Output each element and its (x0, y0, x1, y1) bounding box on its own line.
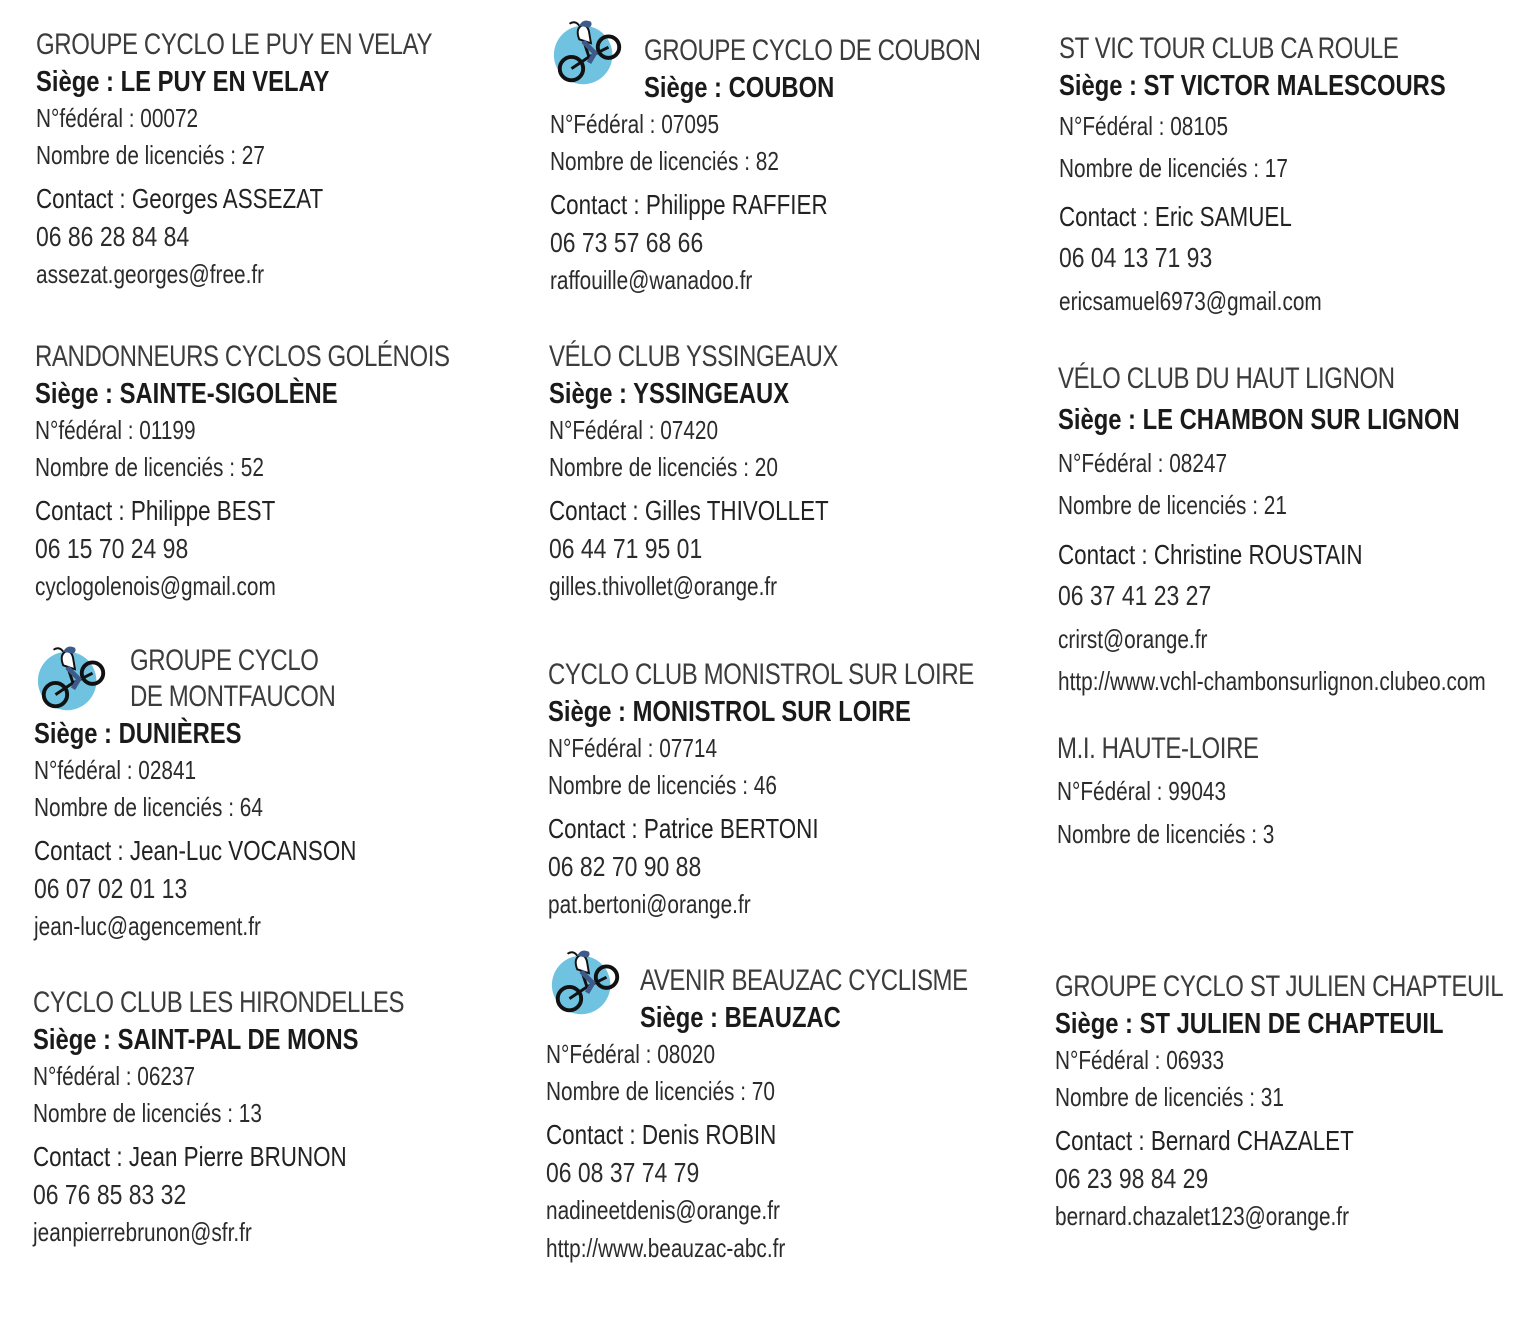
club-federal: N°Fédéral : 07420 (549, 415, 719, 445)
club-contact: Contact : Philippe RAFFIER (550, 189, 828, 220)
club-federal: N°fédéral : 06237 (33, 1061, 196, 1091)
club-card (550, 32, 1020, 299)
club-name: VÉLO CLUB YSSINGEAUX (549, 340, 838, 373)
club-federal: N°fédéral : 02841 (34, 755, 197, 785)
club-email[interactable]: assezat.georges@free.fr (36, 259, 265, 289)
club-federal: N°Fédéral : 08020 (546, 1039, 716, 1069)
club-federal: N°Fédéral : 06933 (1055, 1045, 1225, 1075)
club-federal: N°fédéral : 00072 (36, 103, 199, 133)
club-card (549, 338, 1019, 605)
club-contact: Contact : Christine ROUSTAIN (1058, 539, 1363, 570)
club-siege: Siège : LE CHAMBON SUR LIGNON (1058, 404, 1460, 436)
club-email[interactable]: raffouille@wanadoo.fr (550, 265, 753, 295)
club-contact: Contact : Gilles THIVOLLET (549, 495, 829, 526)
club-email[interactable]: nadineetdenis@orange.fr (546, 1195, 780, 1225)
club-licencies: Nombre de licenciés : 82 (550, 146, 779, 176)
club-name: GROUPE CYCLO LE PUY EN VELAY (36, 28, 433, 61)
club-card (546, 962, 1016, 1267)
club-siege: Siège : COUBON (644, 72, 835, 104)
club-siege: Siège : DUNIÈRES (34, 718, 242, 750)
club-email[interactable]: gilles.thivollet@orange.fr (549, 571, 778, 601)
club-website[interactable]: http://www.beauzac-abc.fr (546, 1233, 786, 1263)
club-phone: 06 73 57 68 66 (550, 227, 704, 258)
club-card (548, 656, 1018, 923)
club-federal: N°fédéral : 01199 (35, 415, 196, 445)
club-licencies: Nombre de licenciés : 20 (549, 452, 778, 482)
club-licencies: Nombre de licenciés : 21 (1058, 490, 1287, 520)
club-licencies: Nombre de licenciés : 31 (1055, 1082, 1284, 1112)
club-card (1055, 968, 1525, 1235)
club-name: GROUPE CYCLO DE COUBON (644, 34, 981, 67)
club-federal: N°Fédéral : 99043 (1057, 776, 1227, 806)
club-siege: Siège : SAINTE-SIGOLÈNE (35, 378, 338, 410)
club-licencies: Nombre de licenciés : 27 (36, 140, 265, 170)
club-contact: Contact : Philippe BEST (35, 495, 276, 526)
club-contact: Contact : Patrice BERTONI (548, 813, 819, 844)
club-phone: 06 23 98 84 29 (1055, 1163, 1209, 1194)
club-phone: 06 82 70 90 88 (548, 851, 702, 882)
club-website[interactable]: http://www.vchl-chambonsurlignon.clubeo.com (1058, 666, 1486, 696)
club-siege: Siège : ST VICTOR MALESCOURS (1059, 70, 1446, 102)
club-licencies: Nombre de licenciés : 3 (1057, 819, 1275, 849)
club-contact: Contact : Jean Pierre BRUNON (33, 1141, 347, 1172)
club-card (1057, 730, 1527, 854)
club-contact: Contact : Eric SAMUEL (1059, 201, 1292, 232)
club-federal: N°Fédéral : 08105 (1059, 111, 1229, 141)
club-siege: Siège : BEAUZAC (640, 1002, 841, 1034)
club-phone: 06 86 28 84 84 (36, 221, 190, 252)
club-phone: 06 08 37 74 79 (546, 1157, 700, 1188)
club-licencies: Nombre de licenciés : 17 (1059, 153, 1288, 183)
club-card (1058, 360, 1528, 702)
club-phone: 06 76 85 83 32 (33, 1179, 187, 1210)
club-card (34, 642, 504, 945)
club-siege: Siège : MONISTROL SUR LOIRE (548, 696, 911, 728)
club-card (33, 984, 503, 1251)
club-email[interactable]: jean-luc@agencement.fr (34, 911, 261, 941)
club-card (36, 26, 506, 293)
club-phone: 06 44 71 95 01 (549, 533, 703, 564)
club-licencies: Nombre de licenciés : 70 (546, 1076, 775, 1106)
club-name-line2: DE MONTFAUCON (130, 680, 336, 713)
club-phone: 06 37 41 23 27 (1058, 580, 1212, 611)
club-siege: Siège : YSSINGEAUX (549, 378, 790, 410)
club-email[interactable]: pat.bertoni@orange.fr (548, 889, 751, 919)
club-name: VÉLO CLUB DU HAUT LIGNON (1058, 362, 1395, 395)
club-contact: Contact : Jean-Luc VOCANSON (34, 835, 357, 866)
club-name: CYCLO CLUB MONISTROL SUR LOIRE (548, 658, 974, 691)
club-federal: N°Fédéral : 07095 (550, 109, 720, 139)
club-email[interactable]: bernard.chazalet123@orange.fr (1055, 1201, 1350, 1231)
club-federal: N°Fédéral : 07714 (548, 733, 718, 763)
club-name: M.I. HAUTE-LOIRE (1057, 732, 1259, 765)
club-phone: 06 04 13 71 93 (1059, 242, 1213, 273)
club-name: GROUPE CYCLO ST JULIEN CHAPTEUIL (1055, 970, 1504, 1003)
club-licencies: Nombre de licenciés : 64 (34, 792, 263, 822)
club-card (1059, 30, 1529, 322)
club-contact: Contact : Bernard CHAZALET (1055, 1125, 1354, 1156)
club-contact: Contact : Georges ASSEZAT (36, 183, 324, 214)
club-siege: Siège : SAINT-PAL DE MONS (33, 1024, 359, 1056)
club-email[interactable]: ericsamuel6973@gmail.com (1059, 286, 1322, 316)
club-name-line1: GROUPE CYCLO (130, 644, 319, 677)
club-card (35, 338, 505, 605)
club-licencies: Nombre de licenciés : 52 (35, 452, 264, 482)
club-siege: Siège : ST JULIEN DE CHAPTEUIL (1055, 1008, 1444, 1040)
club-name: RANDONNEURS CYCLOS GOLÉNOIS (35, 340, 450, 373)
club-siege: Siège : LE PUY EN VELAY (36, 66, 330, 98)
club-contact: Contact : Denis ROBIN (546, 1119, 777, 1150)
club-name: AVENIR BEAUZAC CYCLISME (640, 964, 968, 997)
club-name: ST VIC TOUR CLUB CA ROULE (1059, 32, 1399, 65)
club-phone: 06 07 02 01 13 (34, 873, 188, 904)
club-email[interactable]: crirst@orange.fr (1058, 624, 1208, 654)
club-licencies: Nombre de licenciés : 46 (548, 770, 777, 800)
club-name: CYCLO CLUB LES HIRONDELLES (33, 986, 405, 1019)
club-licencies: Nombre de licenciés : 13 (33, 1098, 262, 1128)
club-email[interactable]: jeanpierrebrunon@sfr.fr (33, 1217, 252, 1247)
club-phone: 06 15 70 24 98 (35, 533, 189, 564)
club-federal: N°Fédéral : 08247 (1058, 448, 1228, 478)
club-email[interactable]: cyclogolenois@gmail.com (35, 571, 276, 601)
